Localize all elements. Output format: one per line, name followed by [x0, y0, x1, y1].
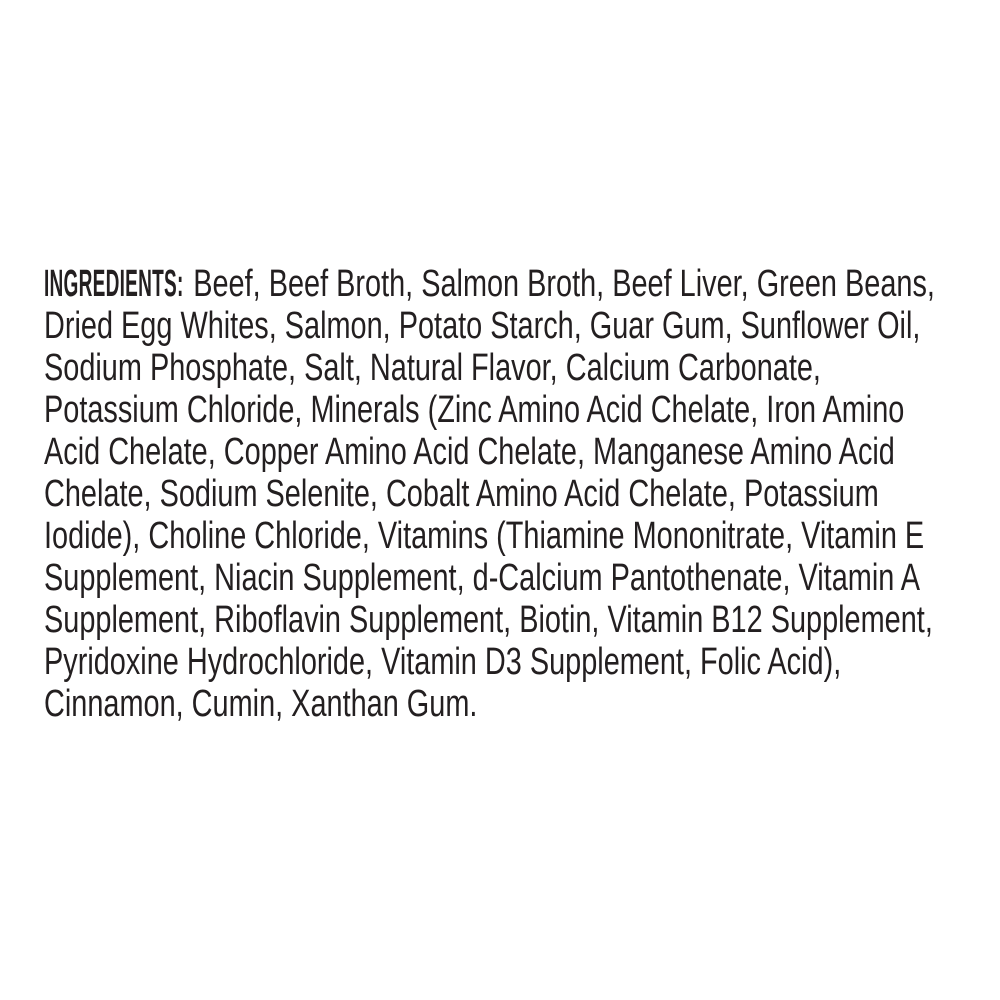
ingredients-line [44, 263, 935, 305]
ingredients-line [44, 683, 935, 725]
ingredients-line [44, 557, 935, 599]
ingredients-line [44, 347, 935, 389]
ingredients-text-block [44, 263, 935, 725]
ingredients-line [44, 305, 935, 347]
ingredients-line-text: Sodium Phosphate, Salt, Natural Flavor, Calcium Carbonate, [44, 347, 821, 389]
ingredients-line-text: Supplement, Riboflavin Supplement, Biotin, Vitamin B12 Supplement, [44, 599, 933, 641]
ingredients-line [44, 599, 935, 641]
ingredients-line-text: Beef, Beef Broth, Salmon Broth, Beef Liver, Green Beans, [193, 263, 935, 305]
ingredients-line-text: Acid Chelate, Copper Amino Acid Chelate, Manganese Amino Acid [44, 431, 895, 473]
ingredients-line-text: Cinnamon, Cumin, Xanthan Gum. [44, 683, 478, 725]
ingredients-line [44, 431, 935, 473]
ingredients-line [44, 473, 935, 515]
ingredients-line-text: Dried Egg Whites, Salmon, Potato Starch, Guar Gum, Sunflower Oil, [44, 305, 921, 347]
ingredients-line-text: Potassium Chloride, Minerals (Zinc Amino Acid Chelate, Iron Amino [44, 389, 905, 431]
ingredients-line-text: Supplement, Niacin Supplement, d-Calcium Pantothenate, Vitamin A [44, 557, 920, 599]
ingredients-line-text: Iodide), Choline Chloride, Vitamins (Thiamine Mononitrate, Vitamin E [44, 515, 925, 557]
ingredients-line [44, 515, 935, 557]
ingredients-line-text: Pyridoxine Hydrochloride, Vitamin D3 Supplement, Folic Acid), [44, 641, 842, 683]
ingredients-line [44, 389, 935, 431]
ingredients-heading: INGREDIENTS: [44, 263, 184, 305]
ingredients-line-text: Chelate, Sodium Selenite, Cobalt Amino Acid Chelate, Potassium [44, 473, 879, 515]
ingredients-line [44, 641, 935, 683]
